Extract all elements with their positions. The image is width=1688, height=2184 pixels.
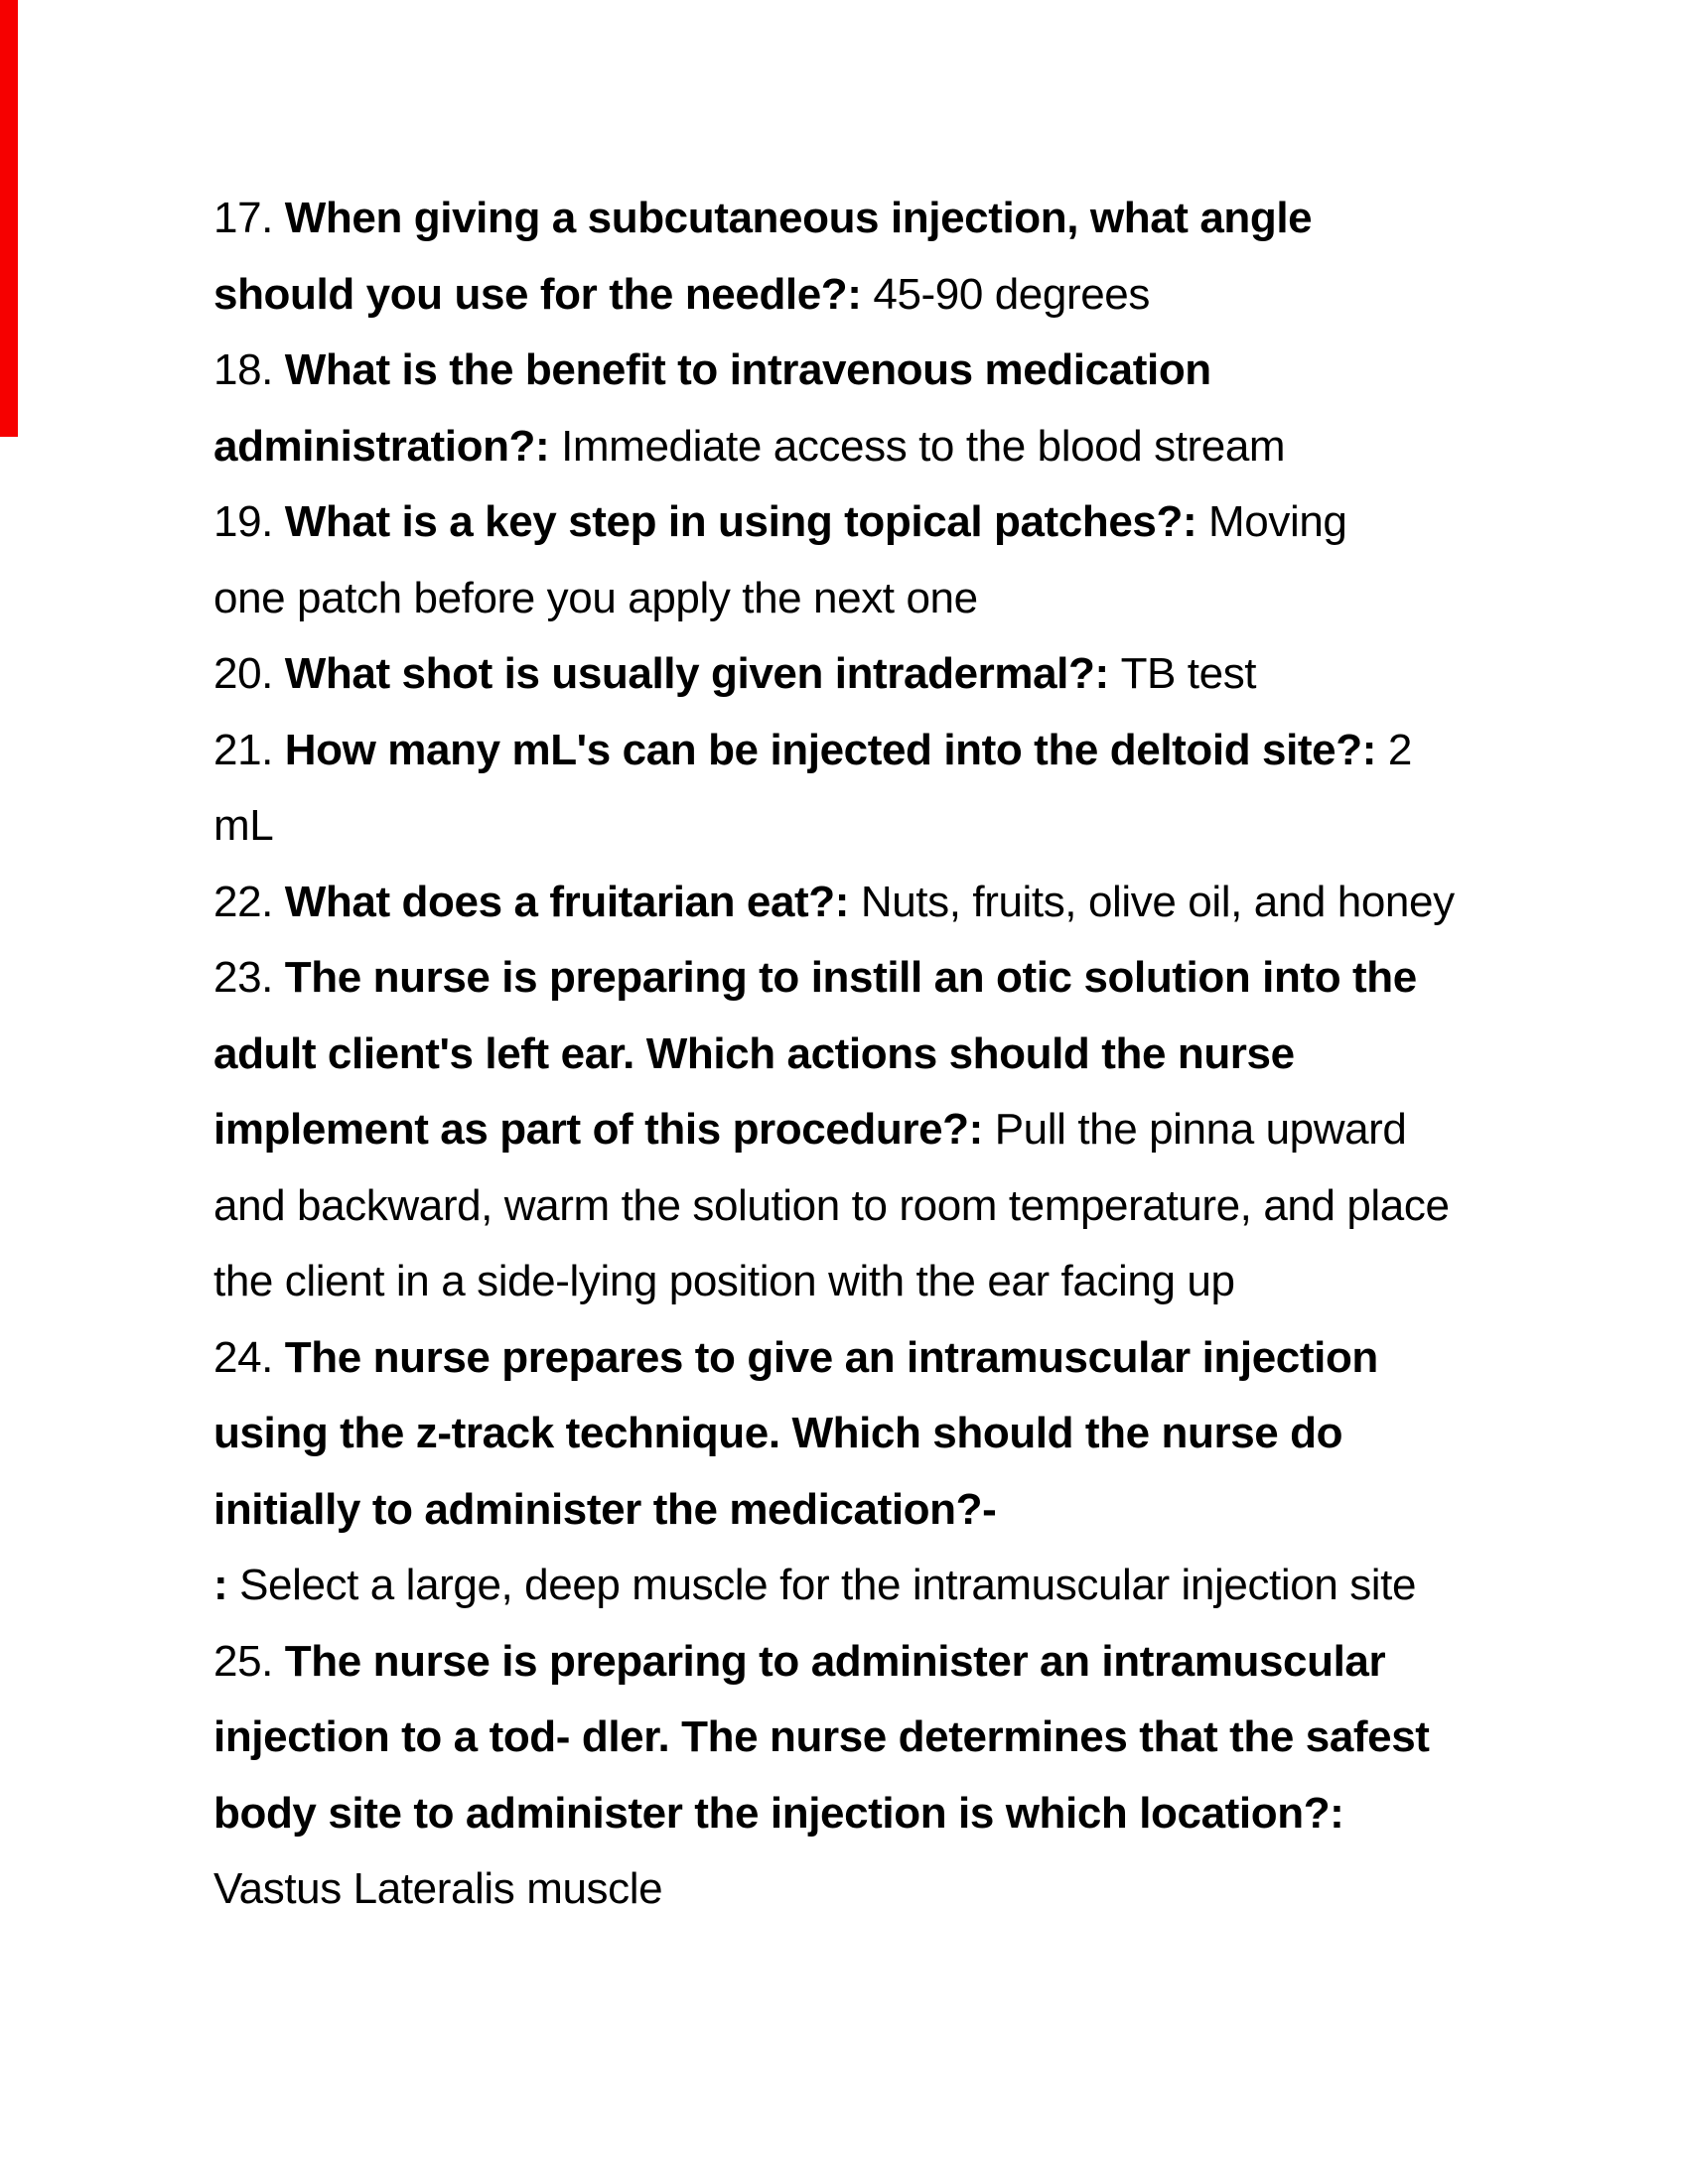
question-number: 17.: [213, 194, 285, 242]
question-number: 21.: [213, 725, 285, 774]
question-text: body site to administer the injection is which location?:: [213, 1788, 1344, 1838]
text-line: [213, 788, 1604, 865]
answer-text: mL: [213, 801, 274, 850]
question-number: 22.: [213, 877, 285, 926]
text-line: [213, 1017, 1604, 1093]
text-line: [213, 1548, 1604, 1624]
question-text: The nurse is preparing to administer an intramuscular: [284, 1636, 1386, 1686]
question-number: 24.: [213, 1332, 285, 1382]
text-line: [213, 1320, 1604, 1397]
answer-text: 2: [1387, 725, 1412, 774]
text-line: [213, 1851, 1604, 1928]
question-text: initially to administer the medication?-: [213, 1484, 997, 1534]
question-number: 20.: [213, 649, 285, 698]
answer-text: one patch before you apply the next one: [213, 573, 978, 622]
question-number: 19.: [213, 497, 285, 546]
question-text: :: [213, 1561, 240, 1609]
text-line: [213, 181, 1604, 257]
text-line: [213, 1776, 1604, 1852]
text-line: [213, 940, 1604, 1017]
text-line: [213, 713, 1604, 789]
text-line: [213, 1700, 1604, 1776]
answer-text: TB test: [1120, 649, 1257, 698]
question-text: administration?:: [213, 421, 562, 471]
text-line: [213, 865, 1604, 941]
question-text: What shot is usually given intradermal?:: [284, 649, 1121, 698]
answer-text: Vastus Lateralis muscle: [213, 1864, 663, 1913]
text-line: [213, 636, 1604, 713]
question-text: The nurse prepares to give an intramuscular injection: [284, 1332, 1378, 1382]
text-line: [213, 409, 1604, 485]
question-text: What is a key step in using topical patches?:: [284, 497, 1209, 546]
text-line: [213, 484, 1604, 561]
text-line: [213, 1168, 1604, 1245]
answer-text: Pull the pinna upward: [994, 1105, 1407, 1154]
question-text: using the z-track technique. Which should the nurse do: [213, 1409, 1343, 1457]
answer-text: Select a large, deep muscle for the intramuscular injection site: [239, 1561, 1417, 1609]
text-line: [213, 1472, 1604, 1549]
question-text: What is the benefit to intravenous medication: [284, 345, 1211, 394]
text-line: [213, 257, 1604, 334]
answer-text: 45-90 degrees: [873, 269, 1150, 319]
question-text: When giving a subcutaneous injection, what angle: [284, 194, 1313, 242]
answer-text: Nuts, fruits, olive oil, and honey: [860, 877, 1455, 926]
text-line: [213, 561, 1604, 637]
text-line: [213, 1092, 1604, 1168]
question-text: The nurse is preparing to instill an otic solution into the: [284, 953, 1417, 1002]
text-line: [213, 1244, 1604, 1320]
question-number: 18.: [213, 345, 285, 394]
text-line: [213, 1624, 1604, 1701]
qa-text-block: [213, 181, 1604, 1928]
question-text: injection to a tod- dler. The nurse determines that the safest: [213, 1712, 1430, 1761]
answer-text: and backward, warm the solution to room temperature, and place: [213, 1180, 1450, 1230]
answer-text: Immediate access to the blood stream: [561, 421, 1286, 471]
question-text: How many mL's can be injected into the deltoid site?:: [284, 725, 1388, 774]
question-text: implement as part of this procedure?:: [213, 1105, 995, 1154]
text-line: [213, 333, 1604, 409]
question-number: 23.: [213, 953, 285, 1002]
text-line: [213, 1396, 1604, 1472]
answer-text: Moving: [1208, 497, 1347, 546]
question-text: should you use for the needle?:: [213, 269, 874, 319]
question-text: What does a fruitarian eat?:: [284, 877, 861, 926]
question-number: 25.: [213, 1636, 285, 1686]
answer-text: the client in a side-lying position with the ear facing up: [213, 1257, 1235, 1305]
red-left-edge-bar: [0, 0, 18, 437]
question-text: adult client's left ear. Which actions should the nurse: [213, 1028, 1295, 1078]
